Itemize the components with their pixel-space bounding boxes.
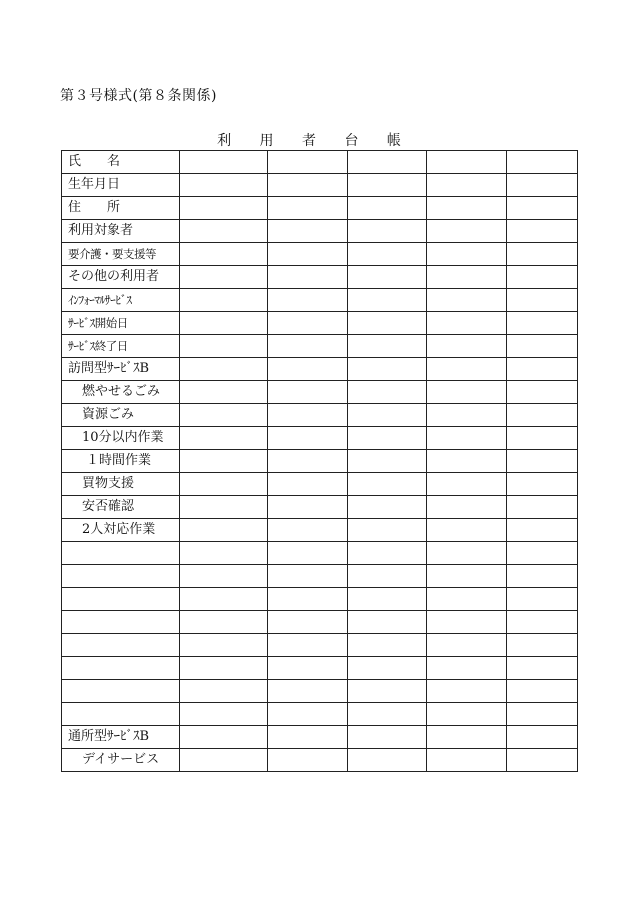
entry-cell[interactable]: [348, 588, 427, 611]
table-row: [62, 427, 578, 450]
table-row: [62, 151, 578, 174]
table-row: [62, 749, 578, 772]
row-label: デイサービス: [62, 749, 180, 772]
entry-cell[interactable]: [348, 680, 427, 703]
entry-cell[interactable]: [348, 634, 427, 657]
entry-cell[interactable]: [180, 749, 268, 772]
entry-cell[interactable]: [348, 243, 427, 266]
table-row: [62, 197, 578, 220]
entry-cell[interactable]: [348, 565, 427, 588]
entry-cell[interactable]: [348, 266, 427, 289]
row-label: [62, 703, 180, 726]
entry-cell[interactable]: [427, 197, 507, 220]
entry-cell[interactable]: [348, 381, 427, 404]
entry-cell[interactable]: [268, 197, 348, 220]
entry-cell[interactable]: [180, 266, 268, 289]
table-row: [62, 266, 578, 289]
entry-cell[interactable]: [268, 680, 348, 703]
entry-cell[interactable]: [427, 381, 507, 404]
entry-cell[interactable]: [180, 703, 268, 726]
entry-cell[interactable]: [348, 703, 427, 726]
entry-cell[interactable]: [507, 266, 578, 289]
entry-cell[interactable]: [268, 381, 348, 404]
entry-cell[interactable]: [268, 450, 348, 473]
entry-cell[interactable]: [180, 680, 268, 703]
entry-cell[interactable]: [348, 197, 427, 220]
row-label: ｲﾝﾌｫｰﾏﾙｻｰﾋﾞｽ: [62, 289, 180, 312]
row-label: 住 所: [62, 197, 180, 220]
row-label: [62, 588, 180, 611]
table-row: [62, 289, 578, 312]
entry-cell[interactable]: [427, 749, 507, 772]
table-row: [62, 657, 578, 680]
entry-cell[interactable]: [427, 542, 507, 565]
row-label: 利用対象者: [62, 220, 180, 243]
table-row: [62, 703, 578, 726]
entry-cell[interactable]: [180, 289, 268, 312]
entry-cell[interactable]: [180, 151, 268, 174]
row-label: 安否確認: [62, 496, 180, 519]
table-row: [62, 358, 578, 381]
row-label: 氏 名: [62, 151, 180, 174]
row-label: [62, 565, 180, 588]
entry-cell[interactable]: [180, 174, 268, 197]
entry-cell[interactable]: [180, 450, 268, 473]
entry-cell[interactable]: [180, 611, 268, 634]
table-row: [62, 519, 578, 542]
entry-cell[interactable]: [268, 358, 348, 381]
entry-cell[interactable]: [180, 726, 268, 749]
table-row: [62, 565, 578, 588]
table-row: [62, 450, 578, 473]
entry-cell[interactable]: [507, 542, 578, 565]
entry-cell[interactable]: [507, 680, 578, 703]
entry-cell[interactable]: [180, 335, 268, 358]
entry-cell[interactable]: [348, 657, 427, 680]
entry-cell[interactable]: [427, 266, 507, 289]
entry-cell[interactable]: [268, 588, 348, 611]
entry-cell[interactable]: [180, 519, 268, 542]
entry-cell[interactable]: [348, 174, 427, 197]
entry-cell[interactable]: [180, 588, 268, 611]
row-label: 燃やせるごみ: [62, 381, 180, 404]
entry-cell[interactable]: [268, 473, 348, 496]
entry-cell[interactable]: [507, 427, 578, 450]
entry-cell[interactable]: [427, 174, 507, 197]
table-row: [62, 381, 578, 404]
row-label: １時間作業: [62, 450, 180, 473]
entry-cell[interactable]: [507, 450, 578, 473]
entry-cell[interactable]: [180, 312, 268, 335]
entry-cell[interactable]: [268, 703, 348, 726]
table-row: [62, 174, 578, 197]
entry-cell[interactable]: [427, 335, 507, 358]
entry-cell[interactable]: [268, 519, 348, 542]
entry-cell[interactable]: [507, 703, 578, 726]
entry-cell[interactable]: [348, 473, 427, 496]
entry-cell[interactable]: [427, 473, 507, 496]
row-label: [62, 680, 180, 703]
row-label: ｻｰﾋﾞｽ終了日: [62, 335, 180, 358]
entry-cell[interactable]: [427, 312, 507, 335]
row-label: 買物支援: [62, 473, 180, 496]
entry-cell[interactable]: [348, 519, 427, 542]
table-row: [62, 220, 578, 243]
page-title: 利 用 者 台 帳: [217, 133, 413, 149]
row-label: [62, 634, 180, 657]
entry-cell[interactable]: [427, 220, 507, 243]
entry-cell[interactable]: [268, 151, 348, 174]
row-label: その他の利用者: [62, 266, 180, 289]
entry-cell[interactable]: [348, 427, 427, 450]
entry-cell[interactable]: [507, 657, 578, 680]
ledger-body: [62, 151, 578, 772]
entry-cell[interactable]: [180, 473, 268, 496]
entry-cell[interactable]: [427, 496, 507, 519]
entry-cell[interactable]: [507, 243, 578, 266]
table-row: [62, 473, 578, 496]
entry-cell[interactable]: [268, 266, 348, 289]
entry-cell[interactable]: [507, 726, 578, 749]
entry-cell[interactable]: [348, 289, 427, 312]
entry-cell[interactable]: [507, 151, 578, 174]
entry-cell[interactable]: [427, 588, 507, 611]
entry-cell[interactable]: [427, 151, 507, 174]
entry-cell[interactable]: [268, 335, 348, 358]
entry-cell[interactable]: [268, 427, 348, 450]
entry-cell[interactable]: [427, 358, 507, 381]
entry-cell[interactable]: [507, 289, 578, 312]
entry-cell[interactable]: [427, 611, 507, 634]
entry-cell[interactable]: [427, 427, 507, 450]
entry-cell[interactable]: [180, 427, 268, 450]
row-label: [62, 611, 180, 634]
entry-cell[interactable]: [427, 289, 507, 312]
entry-cell[interactable]: [427, 565, 507, 588]
row-label: 通所型ｻｰﾋﾞｽB: [62, 726, 180, 749]
entry-cell[interactable]: [180, 197, 268, 220]
entry-cell[interactable]: [268, 657, 348, 680]
entry-cell[interactable]: [268, 312, 348, 335]
entry-cell[interactable]: [268, 174, 348, 197]
entry-cell[interactable]: [507, 404, 578, 427]
row-label: [62, 657, 180, 680]
entry-cell[interactable]: [427, 519, 507, 542]
entry-cell[interactable]: [507, 312, 578, 335]
entry-cell[interactable]: [507, 611, 578, 634]
entry-cell[interactable]: [268, 542, 348, 565]
entry-cell[interactable]: [507, 519, 578, 542]
entry-cell[interactable]: [507, 197, 578, 220]
entry-cell[interactable]: [180, 496, 268, 519]
table-row: [62, 542, 578, 565]
table-row: [62, 588, 578, 611]
entry-cell[interactable]: [180, 657, 268, 680]
entry-cell[interactable]: [507, 358, 578, 381]
entry-cell[interactable]: [180, 634, 268, 657]
entry-cell[interactable]: [507, 588, 578, 611]
entry-cell[interactable]: [268, 611, 348, 634]
table-row: [62, 335, 578, 358]
entry-cell[interactable]: [427, 703, 507, 726]
entry-cell[interactable]: [348, 726, 427, 749]
entry-cell[interactable]: [268, 634, 348, 657]
entry-cell[interactable]: [348, 335, 427, 358]
entry-cell[interactable]: [268, 404, 348, 427]
table-row: [62, 243, 578, 266]
entry-cell[interactable]: [180, 542, 268, 565]
entry-cell[interactable]: [348, 611, 427, 634]
entry-cell[interactable]: [348, 404, 427, 427]
row-label: 資源ごみ: [62, 404, 180, 427]
entry-cell[interactable]: [348, 749, 427, 772]
entry-cell[interactable]: [348, 450, 427, 473]
row-label: 2人対応作業: [62, 519, 180, 542]
entry-cell[interactable]: [348, 220, 427, 243]
entry-cell[interactable]: [348, 496, 427, 519]
entry-cell[interactable]: [427, 726, 507, 749]
table-row: [62, 634, 578, 657]
entry-cell[interactable]: [427, 634, 507, 657]
row-label: 10分以内作業: [62, 427, 180, 450]
entry-cell[interactable]: [507, 335, 578, 358]
entry-cell[interactable]: [180, 358, 268, 381]
entry-cell[interactable]: [180, 243, 268, 266]
entry-cell[interactable]: [268, 243, 348, 266]
entry-cell[interactable]: [427, 243, 507, 266]
entry-cell[interactable]: [180, 565, 268, 588]
entry-cell[interactable]: [268, 749, 348, 772]
entry-cell[interactable]: [348, 312, 427, 335]
entry-cell[interactable]: [507, 496, 578, 519]
entry-cell[interactable]: [427, 657, 507, 680]
entry-cell[interactable]: [268, 565, 348, 588]
entry-cell[interactable]: [268, 496, 348, 519]
user-ledger-table: [61, 150, 578, 772]
table-row: [62, 680, 578, 703]
entry-cell[interactable]: [348, 542, 427, 565]
form-number: 第３号様式(第８条関係): [60, 88, 217, 104]
entry-cell[interactable]: [348, 151, 427, 174]
row-label: 訪問型ｻｰﾋﾞｽB: [62, 358, 180, 381]
entry-cell[interactable]: [268, 220, 348, 243]
entry-cell[interactable]: [507, 473, 578, 496]
row-label: ｻｰﾋﾞｽ開始日: [62, 312, 180, 335]
row-label: [62, 542, 180, 565]
entry-cell[interactable]: [268, 289, 348, 312]
entry-cell[interactable]: [507, 220, 578, 243]
entry-cell[interactable]: [427, 680, 507, 703]
entry-cell[interactable]: [427, 404, 507, 427]
table-row: [62, 726, 578, 749]
table-row: [62, 312, 578, 335]
entry-cell[interactable]: [507, 381, 578, 404]
table-row: [62, 611, 578, 634]
entry-cell[interactable]: [507, 749, 578, 772]
entry-cell[interactable]: [180, 381, 268, 404]
table-row: [62, 404, 578, 427]
entry-cell[interactable]: [427, 450, 507, 473]
entry-cell[interactable]: [180, 220, 268, 243]
row-label: 要介護・要支援等: [62, 243, 180, 266]
entry-cell[interactable]: [348, 358, 427, 381]
entry-cell[interactable]: [507, 174, 578, 197]
entry-cell[interactable]: [507, 565, 578, 588]
entry-cell[interactable]: [507, 634, 578, 657]
entry-cell[interactable]: [268, 726, 348, 749]
row-label: 生年月日: [62, 174, 180, 197]
entry-cell[interactable]: [180, 404, 268, 427]
table-row: [62, 496, 578, 519]
